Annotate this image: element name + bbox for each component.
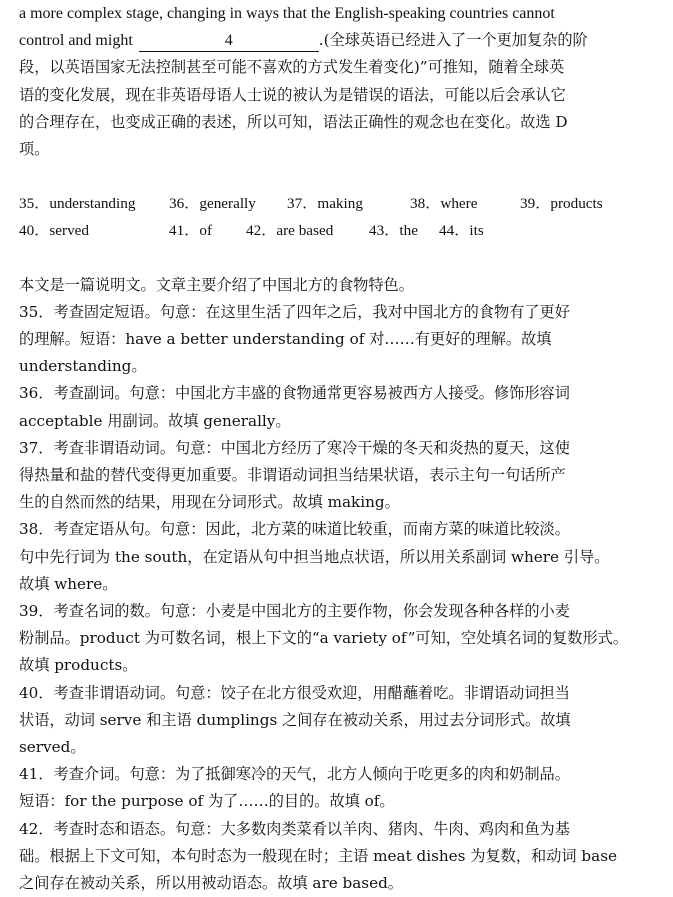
explain-37-line-1: 37．考查非谓语动词。句意：中国北方经历了寒冷干燥的冬天和炎热的夏天，这使 xyxy=(19,438,570,457)
intro-line-5: 的合理存在，也变成正确的表述，所以可知，语法正确性的观念也在变化。故选 D xyxy=(19,112,568,131)
explain-39-line-3: 故填 products。 xyxy=(19,656,138,675)
explain-35-line-1: 35．考查固定短语。句意：在这里生活了四年之后，我对中国北方的食物有了更好 xyxy=(19,302,570,321)
explain-38-line-1: 38．考查定语从句。句意：因此，北方菜的味道比较重，而南方菜的味道比较淡。 xyxy=(19,520,570,539)
explain-39-line-1: 39．考查名词的数。句意：小麦是中国北方的主要作物，你会发现各种各样的小麦 xyxy=(19,602,570,621)
explain-36-line-1: 36．考查副词。句意：中国北方丰盛的食物通常更容易被西方人接受。修饰形容词 xyxy=(19,384,570,403)
answer-35: 35．understanding xyxy=(19,195,136,213)
intro-line-6: 项。 xyxy=(19,140,50,159)
explain-36-line-2: acceptable 用副词。故填 generally。 xyxy=(19,411,291,430)
explain-42-line-2: 础。根据上下文可知，本句时态为一般现在时；主语 meat dishes 为复数，和动词 base xyxy=(19,846,617,865)
explain-42-line-3: 之间存在被动关系，所以用被动语态。故填 are based。 xyxy=(19,874,403,893)
spacer xyxy=(19,245,659,272)
explain-38-line-2: 句中先行词为 the south，在定语从句中担当地点状语，所以用关系副词 where 引导。 xyxy=(19,547,610,566)
explain-35-line-2: 的理解。短语：have a better understanding of 对……有更好的理解。故填 xyxy=(19,330,552,349)
explain-41-line-1: 41．考查介词。句意：为了抵御寒冷的天气，北方人倾向于吃更多的肉和奶制品。 xyxy=(19,765,570,784)
explain-37-line-2: 得热量和盐的替代变得更加重要。非谓语动词担当结果状语，表示主句一句话所产 xyxy=(19,466,566,485)
intro-line-4: 语的变化发展，现在非英语母语人士说的被认为是错误的语法，可能以后会承认它 xyxy=(19,85,566,104)
explain-37-line-3: 生的自然而然的结果，用现在分词形式。故填 making。 xyxy=(19,493,400,512)
explain-39-line-2: 粉制品。product 为可数名词，根上下文的“a variety of”可知，空处填名词的复数形式。 xyxy=(19,629,629,648)
explain-40-line-1: 40．考查非谓语动词。句意：饺子在北方很受欢迎，用醋蘸着吃。非谓语动词担当 xyxy=(19,683,570,702)
answer-40: 40．served xyxy=(19,222,90,240)
answer-row-2 xyxy=(19,217,659,244)
explain-38-line-3: 故填 where。 xyxy=(19,574,118,593)
summary-line: 本文是一篇说明文。文章主要介绍了中国北方的食物特色。 xyxy=(19,275,414,294)
answer-41: 41．of xyxy=(169,222,213,240)
explain-41-line-2: 短语：for the purpose of 为了……的目的。故填 of。 xyxy=(19,792,395,811)
answer-39: 39．products xyxy=(520,195,603,213)
explain-40-line-2: 状语，动词 serve 和主语 dumplings 之间存在被动关系，用过去分词形式。故填 xyxy=(19,710,571,729)
answer-42: 42．are based xyxy=(246,222,334,240)
answer-38: 38．where xyxy=(410,195,478,213)
intro-line-2-start: control and might xyxy=(19,32,133,50)
intro-line-2 xyxy=(19,27,659,54)
answer-43: 43．the xyxy=(369,222,418,240)
explain-40-line-3: served。 xyxy=(19,738,86,757)
intro-line-1: a more complex stage, changing in ways that the English-speaking countries cannot xyxy=(19,5,555,22)
answer-36: 36．generally xyxy=(169,195,256,213)
answer-blank: 4 xyxy=(139,31,319,52)
intro-line-3: 段，以英语国家无法控制甚至可能不喜欢的方式发生着变化)”可推知，随着全球英 xyxy=(19,58,565,77)
answer-row-1 xyxy=(19,190,659,217)
answer-37: 37．making xyxy=(287,195,363,213)
explain-42-line-1: 42．考查时态和语态。句意：大多数肉类菜肴以羊肉、猪肉、牛肉、鸡肉和鱼为基 xyxy=(19,819,570,838)
explain-35-line-3: understanding。 xyxy=(19,357,147,376)
spacer xyxy=(19,163,659,190)
answer-44: 44．its xyxy=(439,222,484,240)
intro-line-2-end: .(全球英语已经进入了一个更加复杂的阶 xyxy=(318,31,588,50)
